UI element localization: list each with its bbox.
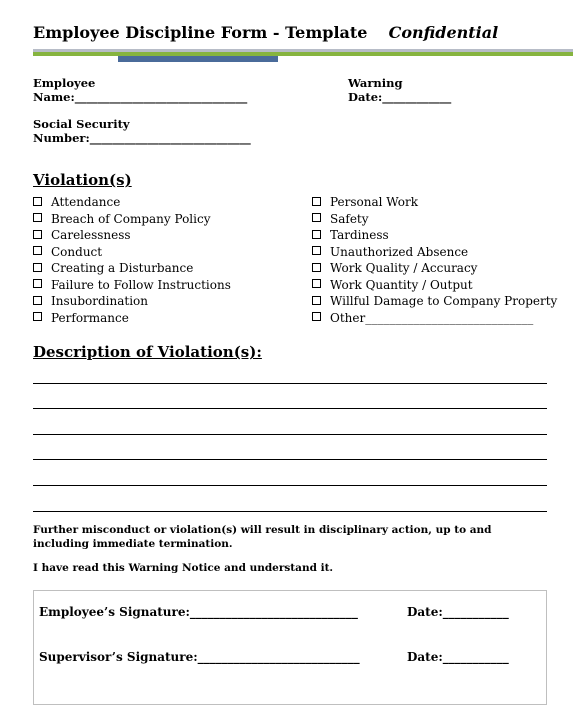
violation-label: Safety bbox=[330, 211, 369, 226]
employee-signature-field[interactable]: Employee’s Signature:____________________________ bbox=[39, 605, 358, 619]
warning-date-label: Warning bbox=[348, 76, 403, 90]
description-line[interactable] bbox=[33, 485, 547, 486]
violation-label: Carelessness bbox=[51, 228, 131, 243]
checkbox-icon[interactable] bbox=[312, 230, 321, 239]
checkbox-icon[interactable] bbox=[312, 296, 321, 305]
violation-checkbox-item[interactable] bbox=[312, 293, 557, 310]
ssn-line: Number:____________________________ bbox=[33, 131, 251, 145]
supervisor-date-field[interactable]: Date:___________ bbox=[407, 650, 509, 664]
form-header bbox=[33, 23, 498, 42]
description-line[interactable] bbox=[33, 383, 547, 384]
violation-checkbox-item[interactable] bbox=[312, 310, 557, 327]
violation-label: Willful Damage to Company Property bbox=[330, 294, 558, 309]
employee-name-line: Name:______________________________ bbox=[33, 90, 248, 104]
violation-label: Unauthorized Absence bbox=[330, 244, 469, 259]
checkbox-icon[interactable] bbox=[33, 213, 42, 222]
violation-checkbox-item[interactable] bbox=[33, 293, 231, 310]
checkbox-icon[interactable] bbox=[33, 263, 42, 272]
violations-list-right bbox=[312, 194, 557, 326]
violation-label: Breach of Company Policy bbox=[51, 211, 211, 226]
violation-label: Attendance bbox=[51, 195, 121, 210]
violation-label: Creating a Disturbance bbox=[51, 261, 194, 276]
violation-checkbox-item[interactable] bbox=[33, 277, 231, 294]
violation-checkbox-item[interactable] bbox=[312, 227, 557, 244]
checkbox-icon[interactable] bbox=[312, 312, 321, 321]
checkbox-icon[interactable] bbox=[312, 263, 321, 272]
violation-checkbox-item[interactable] bbox=[312, 211, 557, 228]
checkbox-icon[interactable] bbox=[33, 230, 42, 239]
violation-label: Other____________________________ bbox=[330, 310, 534, 325]
checkbox-icon[interactable] bbox=[33, 197, 42, 206]
violation-label: Conduct bbox=[51, 244, 103, 259]
confidential-label: Confidential bbox=[388, 23, 499, 42]
violation-label: Insubordination bbox=[51, 294, 149, 309]
description-heading: Description of Violation(s): bbox=[33, 343, 262, 361]
violation-label: Personal Work bbox=[330, 195, 419, 210]
violations-heading: Violation(s) bbox=[33, 171, 132, 189]
employee-name-field[interactable] bbox=[33, 76, 247, 104]
violation-checkbox-item[interactable] bbox=[33, 211, 231, 228]
violation-label: Work Quality / Accuracy bbox=[330, 261, 478, 276]
checkbox-icon[interactable] bbox=[33, 246, 42, 255]
description-line[interactable] bbox=[33, 511, 547, 512]
ssn-label: Social Security bbox=[33, 117, 130, 131]
header-rule-green bbox=[33, 52, 573, 56]
violation-checkbox-item[interactable] bbox=[312, 277, 557, 294]
termination-notice: Further misconduct or violation(s) will result in disciplinary action, up to and including immediate termination. bbox=[33, 524, 492, 550]
supervisor-signature-field[interactable]: Supervisor’s Signature:___________________________ bbox=[39, 650, 360, 664]
description-line[interactable] bbox=[33, 434, 547, 435]
warning-date-line: Date:____________ bbox=[348, 90, 452, 104]
form-title: Employee Discipline Form - Template bbox=[33, 23, 368, 42]
ssn-field[interactable] bbox=[33, 117, 251, 145]
checkbox-icon[interactable] bbox=[312, 197, 321, 206]
violation-checkbox-item[interactable] bbox=[312, 244, 557, 261]
violation-checkbox-item[interactable] bbox=[312, 260, 557, 277]
acknowledgement-text: I have read this Warning Notice and understand it. bbox=[33, 562, 334, 574]
description-line[interactable] bbox=[33, 408, 547, 409]
header-rule-blue bbox=[118, 56, 278, 62]
violation-checkbox-item[interactable] bbox=[312, 194, 557, 211]
employee-name-label: Employee bbox=[33, 76, 96, 90]
violation-label: Work Quantity / Output bbox=[330, 277, 473, 292]
violation-checkbox-item[interactable] bbox=[33, 194, 231, 211]
violation-checkbox-item[interactable] bbox=[33, 244, 231, 261]
violation-checkbox-item[interactable] bbox=[33, 260, 231, 277]
checkbox-icon[interactable] bbox=[312, 213, 321, 222]
checkbox-icon[interactable] bbox=[312, 246, 321, 255]
warning-date-field[interactable] bbox=[348, 76, 451, 104]
violations-list-left bbox=[33, 194, 231, 326]
employee-date-field[interactable]: Date:___________ bbox=[407, 605, 509, 619]
checkbox-icon[interactable] bbox=[33, 296, 42, 305]
violation-label: Failure to Follow Instructions bbox=[51, 277, 231, 292]
description-line[interactable] bbox=[33, 459, 547, 460]
checkbox-icon[interactable] bbox=[33, 312, 42, 321]
checkbox-icon[interactable] bbox=[33, 279, 42, 288]
violation-checkbox-item[interactable] bbox=[33, 227, 231, 244]
violation-label: Performance bbox=[51, 310, 129, 325]
violation-checkbox-item[interactable] bbox=[33, 310, 231, 327]
violation-label: Tardiness bbox=[330, 228, 389, 243]
checkbox-icon[interactable] bbox=[312, 279, 321, 288]
